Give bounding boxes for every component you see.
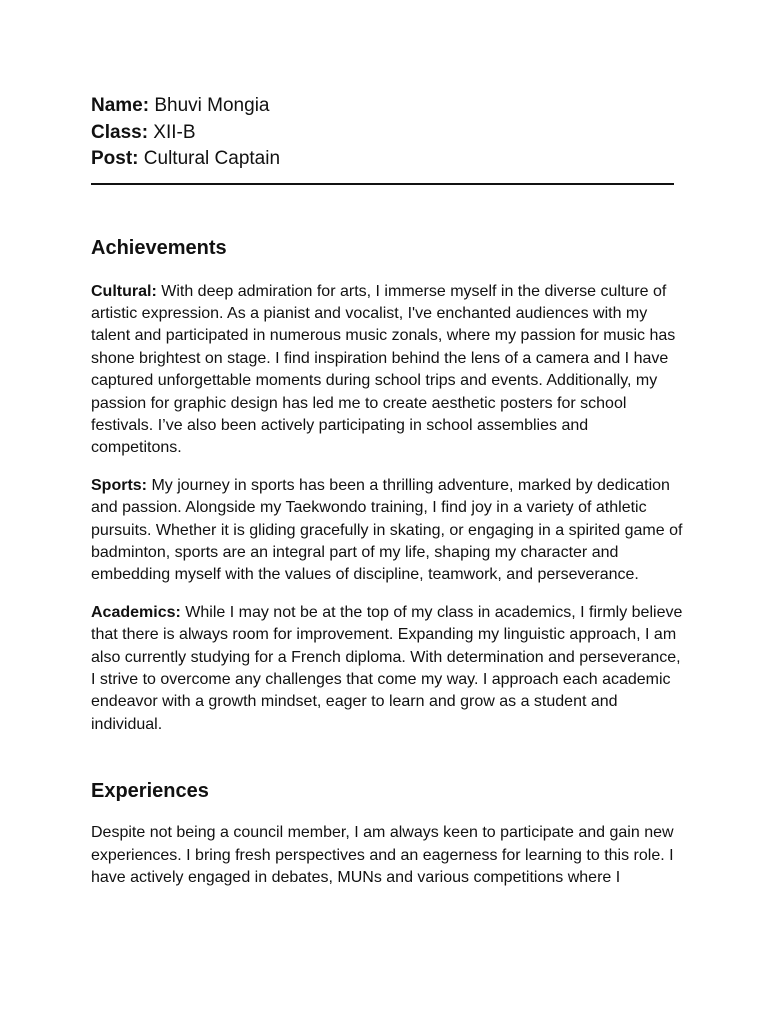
experiences-paragraph: Despite not being a council member, I am always keen to participate and gain new experiences. I bring fresh perspectives and an eagerness for learning to this role. I have actively engaged in debates, MUNs and various competitions where I bbox=[91, 824, 674, 887]
document-page bbox=[91, 93, 683, 889]
post-value: Cultural Captain bbox=[138, 148, 281, 169]
post-label: Post: bbox=[91, 148, 139, 169]
name-line bbox=[91, 93, 683, 120]
horizontal-divider bbox=[91, 183, 674, 185]
class-line bbox=[91, 120, 683, 147]
class-label: Class: bbox=[91, 121, 149, 143]
class-value: XII-B bbox=[148, 121, 196, 143]
post-line bbox=[91, 146, 683, 173]
sports-lead: Sports: bbox=[91, 476, 147, 494]
cultural-lead: Cultural: bbox=[91, 282, 157, 300]
experiences-heading: Experiences bbox=[91, 780, 209, 803]
sports-paragraph bbox=[91, 475, 683, 587]
achievements-heading: Achievements bbox=[91, 236, 227, 259]
cultural-text: With deep admiration for arts, I immerse myself in the diverse culture of artistic expression. As a pianist and vocalist, I've enchanted audiences with my talent and participated in numerous music zonals, where my passion for music has shone brightest on stage. I find inspiration behind the lens of a camera and I have captured unforgettable moments during school trips and events. Additionally, my passion for graphic design has led me to create aesthetic posters for school festivals. I’ve also been actively participating in school assemblies and competitons. bbox=[91, 282, 676, 457]
name-label: Name: bbox=[91, 95, 150, 116]
sports-text: My journey in sports has been a thrilling adventure, marked by dedication and passion. Alongside my Taekwondo training, I find joy in a variety of athletic pursuits. Whether it is gliding gracefully in skating, or engaging in a spirited game of badminton, sports are an integral part of my life, shaping my character and embedding myself with the values of discipline, teamwork, and perseverance. bbox=[91, 476, 683, 584]
academics-lead: Academics: bbox=[91, 603, 181, 621]
name-value: Bhuvi Mongia bbox=[149, 95, 270, 116]
cultural-paragraph bbox=[91, 281, 683, 460]
academics-paragraph bbox=[91, 602, 683, 736]
academics-text: While I may not be at the top of my class in academics, I firmly believe that there is always room for improvement. Expanding my linguistic approach, I am also currently studying for a French diploma. With determination and perseverance, I strive to overcome any challenges that come my way. I approach each academic endeavor with a growth mindset, eager to learn and grow as a student and individual. bbox=[91, 603, 683, 733]
